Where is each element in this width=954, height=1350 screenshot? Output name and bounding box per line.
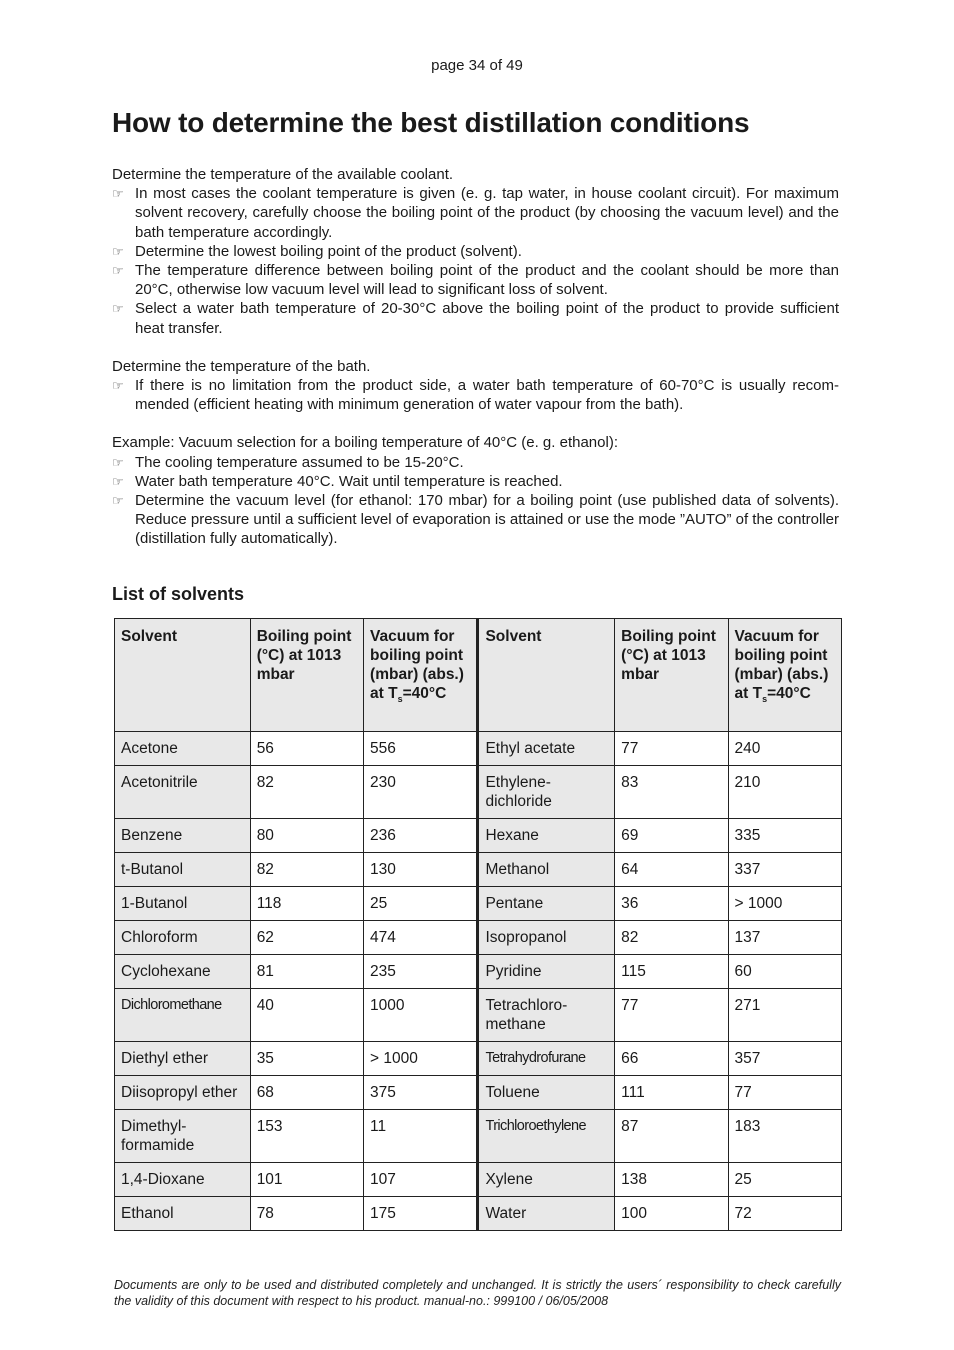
header-vacuum-tail: =40°C (402, 685, 447, 702)
table-row (115, 1163, 842, 1197)
list-item (112, 184, 839, 242)
table-row (115, 732, 842, 766)
table-row (115, 766, 842, 819)
header-vacuum-subscript: s (397, 694, 403, 705)
vacuum-value: 240 (728, 732, 842, 766)
pointing-hand-icon: ☞ (112, 186, 124, 202)
header-boiling-point: Boiling point (°C) at 1013 mbar (615, 619, 728, 732)
solvent-name: Diisopropyl ether (115, 1076, 251, 1110)
header-boiling-point: Boiling point (°C) at 1013 mbar (250, 619, 363, 732)
vacuum-value: 375 (364, 1076, 478, 1110)
solvent-name: Ethyl acetate (478, 732, 615, 766)
solvent-name: Isopropanol (478, 921, 615, 955)
vacuum-value: 77 (728, 1076, 842, 1110)
section-example (112, 433, 839, 548)
boiling-point: 111 (615, 1076, 728, 1110)
boiling-point: 153 (250, 1110, 363, 1163)
boiling-point: 80 (250, 819, 363, 853)
boiling-point: 66 (615, 1042, 728, 1076)
page-number: page 34 of 49 (431, 57, 523, 74)
table-row (115, 1197, 842, 1231)
boiling-point: 68 (250, 1076, 363, 1110)
solvent-name: Benzene (115, 819, 251, 853)
page-title: How to determine the best distillation conditions (112, 107, 750, 138)
pointing-hand-icon: ☞ (112, 493, 124, 509)
bullet-text: Determine the lowest boiling point of the product (solvent). (135, 242, 522, 260)
list-item (112, 472, 839, 491)
table-row (115, 1110, 842, 1163)
solvent-name: t-Butanol (115, 853, 251, 887)
pointing-hand-icon: ☞ (112, 473, 124, 489)
list-item (112, 242, 839, 261)
header-vacuum-text: Vacuum for boiling point (mbar) (abs.) at T (370, 628, 464, 702)
boiling-point: 138 (615, 1163, 728, 1197)
instructions-content (112, 165, 839, 568)
vacuum-value: 230 (364, 766, 478, 819)
solvent-name: Diethyl ether (115, 1042, 251, 1076)
section-intro: Determine the temperature of the available coolant. (112, 166, 454, 183)
solvents-table (114, 618, 842, 1231)
vacuum-value: > 1000 (728, 887, 842, 921)
vacuum-value: 474 (364, 921, 478, 955)
vacuum-value: > 1000 (364, 1042, 478, 1076)
boiling-point: 62 (250, 921, 363, 955)
boiling-point: 82 (250, 853, 363, 887)
boiling-point: 115 (615, 955, 728, 989)
boiling-point: 69 (615, 819, 728, 853)
solvent-name: Water (478, 1197, 615, 1231)
solvent-name: Dimethyl-formamide (115, 1110, 251, 1163)
header-vacuum-subscript: s (762, 694, 768, 705)
vacuum-value: 1000 (364, 989, 478, 1042)
vacuum-value: 130 (364, 853, 478, 887)
solvent-name: Chloroform (115, 921, 251, 955)
solvent-name: Tetrachloro-methane (478, 989, 615, 1042)
list-of-solvents-heading: List of solvents (112, 584, 245, 604)
section-coolant (112, 165, 839, 338)
boiling-point: 87 (615, 1110, 728, 1163)
table-row (115, 1042, 842, 1076)
vacuum-value: 183 (728, 1110, 842, 1163)
bullet-text: The temperature difference between boiling point of the product and the coolant should be more than 20°C, otherwise low vacuum level will lead to significant loss of solvent. (135, 262, 839, 299)
vacuum-value: 335 (728, 819, 842, 853)
solvent-name: Acetone (115, 732, 251, 766)
bullet-text: In most cases the coolant temperature is given (e. g. tap water, in house coolant circuit). For maximum solvent recovery, carefully choose the boiling point of the product (by choosing the vacuum level) and the bath temperature accordingly. (135, 185, 839, 241)
vacuum-value: 235 (364, 955, 478, 989)
solvent-name: Cyclohexane (115, 955, 251, 989)
header-solvent: Solvent (478, 619, 615, 732)
table-row (115, 1076, 842, 1110)
list-item (112, 261, 839, 299)
vacuum-value: 556 (364, 732, 478, 766)
boiling-point: 35 (250, 1042, 363, 1076)
solvent-name: Hexane (478, 819, 615, 853)
footer-disclaimer: Documents are only to be used and distributed completely and unchanged. It is strictly the users´ responsibility to check carefully the validity of this document with respect to his product. manual-no.: 999100 / 06/05/2008 (114, 1278, 841, 1308)
vacuum-value: 357 (728, 1042, 842, 1076)
bullet-text: Select a water bath temperature of 20-30°C above the boiling point of the product to provide sufficient heat transfer. (135, 300, 839, 337)
boiling-point: 78 (250, 1197, 363, 1231)
vacuum-value: 25 (364, 887, 478, 921)
vacuum-value: 137 (728, 921, 842, 955)
vacuum-value: 271 (728, 989, 842, 1042)
boiling-point: 56 (250, 732, 363, 766)
bullet-text: Water bath temperature 40°C. Wait until temperature is reached. (135, 472, 563, 490)
boiling-point: 81 (250, 955, 363, 989)
table-header-row (115, 619, 842, 732)
solvent-name: Dichloromethane (115, 989, 251, 1042)
boiling-point: 40 (250, 989, 363, 1042)
solvent-name: Xylene (478, 1163, 615, 1197)
boiling-point: 118 (250, 887, 363, 921)
solvent-name: Ethanol (115, 1197, 251, 1231)
boiling-point: 36 (615, 887, 728, 921)
header-solvent: Solvent (115, 619, 251, 732)
table-row (115, 887, 842, 921)
table-row (115, 989, 842, 1042)
vacuum-value: 175 (364, 1197, 478, 1231)
boiling-point: 77 (615, 989, 728, 1042)
pointing-hand-icon: ☞ (112, 454, 124, 470)
boiling-point: 83 (615, 766, 728, 819)
table-row (115, 819, 842, 853)
section-bath (112, 357, 839, 415)
vacuum-value: 337 (728, 853, 842, 887)
list-item (112, 376, 839, 414)
table-row (115, 955, 842, 989)
list-item (112, 491, 839, 549)
solvent-name: Acetonitrile (115, 766, 251, 819)
section-intro: Determine the temperature of the bath. (112, 357, 371, 375)
boiling-point: 82 (615, 921, 728, 955)
vacuum-value: 107 (364, 1163, 478, 1197)
solvent-name: Tetrahydrofurane (478, 1042, 615, 1076)
table-row (115, 921, 842, 955)
list-item (112, 299, 839, 337)
header-vacuum-tail: =40°C (767, 685, 811, 702)
solvent-name: Pyridine (478, 955, 615, 989)
vacuum-value: 210 (728, 766, 842, 819)
vacuum-value: 60 (728, 955, 842, 989)
pointing-hand-icon: ☞ (112, 263, 124, 279)
pointing-hand-icon: ☞ (112, 301, 124, 317)
bullet-text: Determine the vacuum level (for ethanol: 170 mbar) for a boiling point (use published data of solvents). Reduce pressure until a sufficient level of evaporation is attained or use the mode ”AUTO” of the controller (distillation fully automatically). (135, 492, 839, 548)
bullet-text: The cooling temperature assumed to be 15-20°C. (135, 453, 464, 471)
solvent-name: 1,4-Dioxane (115, 1163, 251, 1197)
pointing-hand-icon: ☞ (112, 378, 124, 394)
boiling-point: 100 (615, 1197, 728, 1231)
vacuum-value: 72 (728, 1197, 842, 1231)
list-item (112, 453, 839, 472)
boiling-point: 82 (250, 766, 363, 819)
pointing-hand-icon: ☞ (112, 243, 124, 259)
solvent-name: Pentane (478, 887, 615, 921)
section-intro: Example: Vacuum selection for a boiling temperature of 40°C (e. g. ethanol): (112, 434, 618, 452)
solvent-name: 1-Butanol (115, 887, 251, 921)
header-vacuum (728, 619, 842, 732)
header-vacuum-text: Vacuum for boiling point (mbar) (abs.) at T (734, 628, 829, 702)
bullet-text: If there is no limitation from the product side, a water bath temperature of 60-70°C is usually recom-mended (efficient heating with minimum generation of water vapour from the bath). (135, 377, 839, 414)
boiling-point: 101 (250, 1163, 363, 1197)
solvent-name: Trichloroethylene (478, 1110, 615, 1163)
table-row (115, 853, 842, 887)
solvent-name: Toluene (478, 1076, 615, 1110)
vacuum-value: 11 (364, 1110, 478, 1163)
boiling-point: 77 (615, 732, 728, 766)
vacuum-value: 25 (728, 1163, 842, 1197)
header-vacuum (364, 619, 478, 732)
solvent-name: Methanol (478, 853, 615, 887)
solvent-name: Ethylene-dichloride (478, 766, 615, 819)
vacuum-value: 236 (364, 819, 478, 853)
boiling-point: 64 (615, 853, 728, 887)
